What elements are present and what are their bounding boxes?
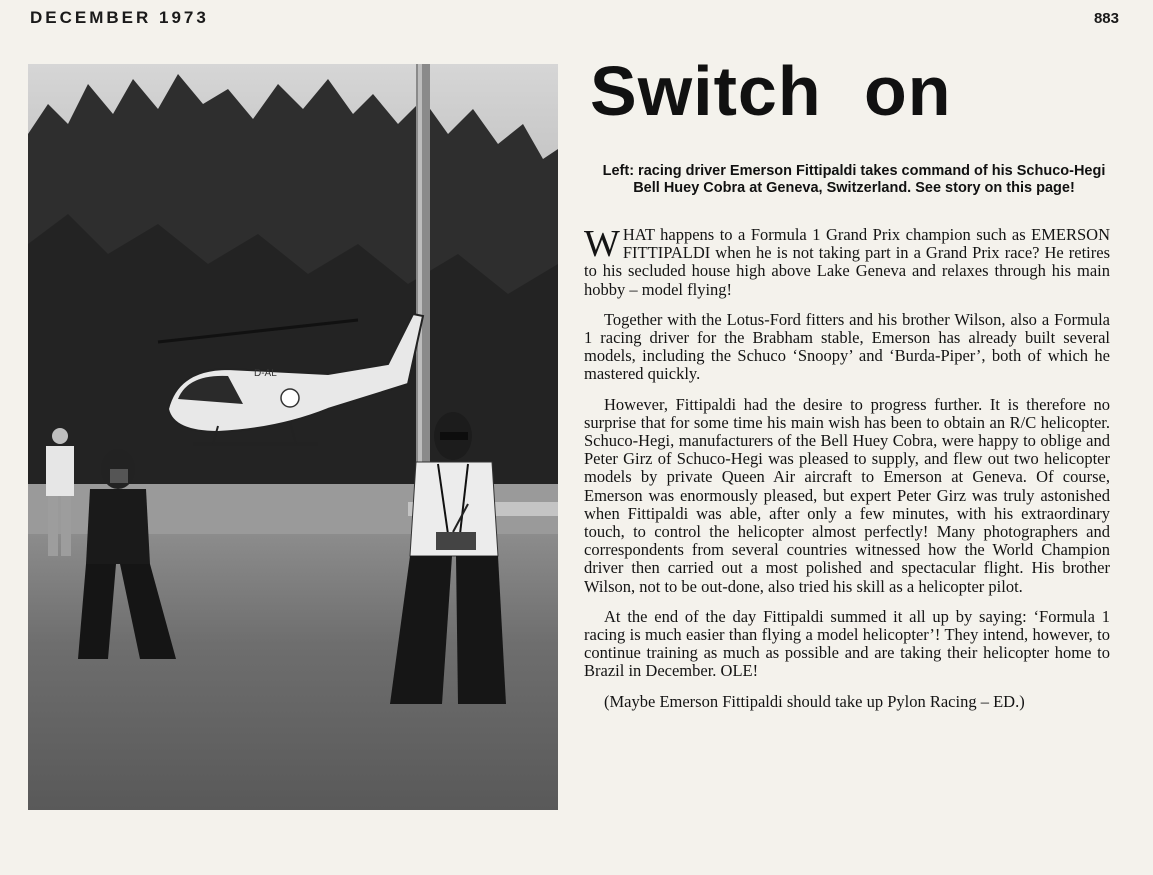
article-paragraph: However, Fittipaldi had the desire to progress further. It is therefore no surprise that for some time his main wish has been to obtain an R/C helicopter. Schuco-Hegi, manufacturers of the Bell Huey Cobra, were happy to oblige and Peter Girz of Schuco-Hegi was pleased to supply, and flew out two helicopter models by private Queen Air aircraft to Emerson at Geneva. Of course, Emerson was enormously pleased, but expert Peter Girz was truly astonished when Fittipaldi was able, after only a few minutes, with his extraordinary touch, to control the helicopter almost perfectly! Many photographers and correspondents from several countries witnessed how the World Champion driver then carried out a most polished and spectacular flight. His brother Wilson, not to be out-done, also tried his skill as a helicopter pilot. <box>584 394 1110 596</box>
photo-illustration <box>28 64 558 810</box>
article-paragraph: Together with the Lotus-Ford fitters and his brother Wilson, also a Formula 1 racing driver for the Brabham stable, Emerson has already built several models, including the Schuco ‘Snoopy’ and ‘Burda-Piper’, both of which he mastered quickly. <box>584 309 1110 384</box>
page-number: 883 <box>1093 10 1119 27</box>
article-photo <box>28 64 558 810</box>
article-paragraph: At the end of the day Fittipaldi summed it all up by saying: ‘Formula 1 racing is much easier than flying a model helicopter’! They intend, however, to continue training as much as possible and are taking their helicopter home to Brazil in December. OLE! <box>584 606 1110 681</box>
editor-note: (Maybe Emerson Fittipaldi should take up Pylon Racing – ED.) <box>604 691 1025 711</box>
page-header-date: DECEMBER 1973 <box>30 8 209 27</box>
article-headline: Switch on <box>590 52 952 130</box>
article-body <box>584 223 1110 711</box>
photo-caption: Left: racing driver Emerson Fittipaldi takes command of his Schuco-Hegi Bell Huey Cobra at Geneva, Switzerland. See story on this page! <box>602 163 1106 196</box>
drop-cap: W <box>584 223 620 265</box>
helicopter-marking: D-AL <box>254 368 277 379</box>
article-paragraph <box>584 223 1110 299</box>
paragraph-1-text: HAT happens to a Formula 1 Grand Prix champion such as EMERSON FITTIPALDI when he is not taking part in a Grand Prix race? He retires to his secluded house high above Lake Geneva and relaxes through his main hobby – model flying! <box>584 225 1110 299</box>
